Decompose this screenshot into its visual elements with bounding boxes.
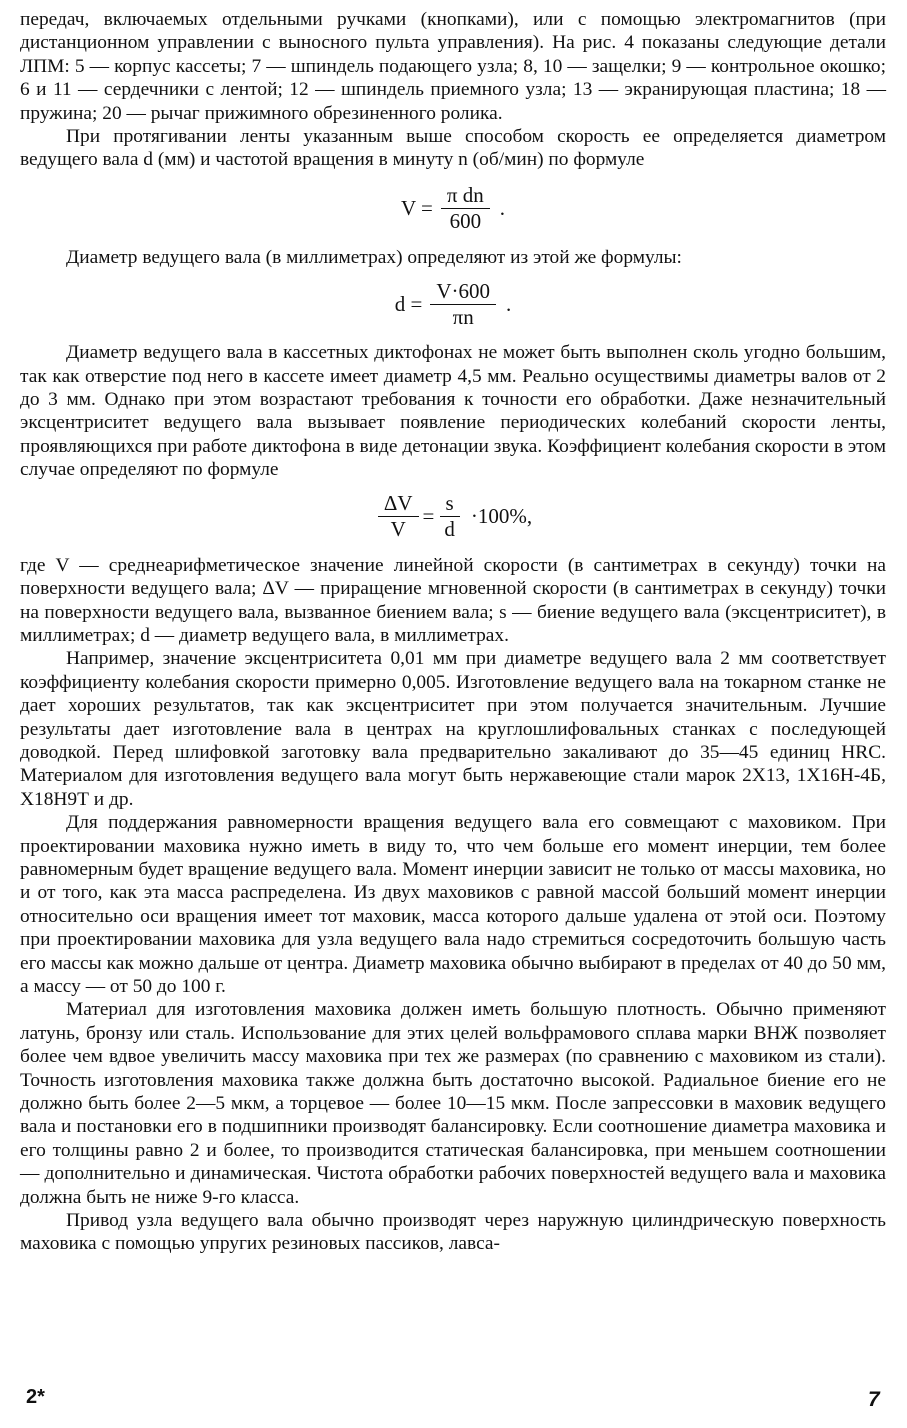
formula-variation-lhs-fraction [378,491,419,542]
paragraph-flywheel: Для поддержания равномерности вращения ведущего вала его совмещают с маховиком. При проектировании маховика нужно иметь в виду то, что чем больше его момент инерции, тем более равномерным будет вращение ведущего вала. Момент инерции зависит не только от массы маховика, но и от того, как эта масса распределена. Из двух маховиков с равной массой больший момент инерции относительно оси вращения имеет тот маховик, масса которого дальше удалена от этой оси. Поэтому при проектировании маховика для узла ведущего вала надо стремиться сосредоточить большую часть его массы как можно дальше от центра. Диаметр маховика обычно выбирают в пределах от 40 до 50 мм, а массу — от 50 до 100 г. [20,812,886,997]
signature-mark: 2* [26,1386,45,1408]
formula-speed-punct: . [499,196,505,221]
formula-diameter-lhs: d = [394,291,423,316]
formula-diameter-numerator: V·600 [430,279,496,305]
formula-speed-denominator: 600 [449,209,482,234]
formula-speed-lhs: V = [401,196,433,221]
formula-variation-percent: ·100%, [470,504,533,529]
formula-diameter-fraction [430,279,496,330]
formula-variation-rhs-denominator: d [444,517,455,542]
formula-variation-lhs-denominator: V [390,517,406,542]
formula-diameter-punct: . [506,291,512,316]
formula-variation-lhs-numerator: ΔV [378,491,419,517]
formula-variation-rhs-numerator: s [440,491,460,517]
paragraph-flywheel-material: Материал для изготовления маховика должен иметь большую плотность. Обычно применяют латунь, бронзу или сталь. Использование для этих целей вольфрамового сплава марки ВНЖ позволяет более чем вдвое увеличить массу маховика при тех же размерах (по сравнению с маховиком из стали). Точность изготовления маховика также должна быть достаточно высокой. Радиальное биение его не должно быть более 2—5 мкм, а торцевое — более 10—15 мкм. После запрессовки в маховик ведущего вала и постановки его в подшипники производят балансировку. Если соотношение диаметра маховика и его толщины равно 2 и более, то производится статическая балансировка, при меньшем соотношении — дополнительно и динамическая. Чистота обработки рабочих поверхностей ведущего вала и маховика должна быть не ниже 9-го класса. [20,999,886,1208]
paragraph-lpm-details: передач, включаемых отдельными ручками (кнопками), или с помощью электромагнитов (при дистанционном управлении с выносного пульта управления). На рис. 4 показаны следующие детали ЛПМ: 5 — корпус кассеты; 7 — шпиндель подающего узла; 8, 10 — защелки; 9 — контрольное окошко; 6 и 11 — сердечники с лентой; 12 — шпиндель приемного узла; 13 — экранирующая пластина; 18 — пружина; 20 — рычаг прижимного обрезиненного ролика. [20,9,886,124]
formula-variation-equals: = [422,504,435,529]
paragraph-eccentricity-example: Например, значение эксцентриситета 0,01 мм при диаметре ведущего вала 2 мм соответствует коэффициенту колебания скорости примерно 0,005. Изготовление ведущего вала на токарном станке не дает хороших результатов, так как эксцентриситет при этом получается значительным. Лучшие результаты дает изготовление вала в центрах на круглошлифовальных станках с последующей доводкой. Перед шлифовкой заготовку вала предварительно закаливают до 35—45 единиц HRC. Материалом для изготовления ведущего вала могут быть нержавеющие стали марок 2Х13, 1Х16Н-4Б, Х18Н9Т и др. [20,648,886,810]
paragraph-variable-definitions: где V — среднеарифметическое значение линейной скорости (в сантиметрах в секунду) точки на поверхности ведущего вала; ΔV — приращение мгновенной скорости (в сантиметрах в секунду) точки на поверхности ведущего вала, вызванное биением вала; s — биение ведущего вала (эксцентриситет), в миллиметрах; d — диаметр ведущего вала, в миллиметрах. [20,554,886,646]
paragraph-drive: Привод узла ведущего вала обычно производят через наружную цилиндрическую поверхность маховика с помощью упругих резиновых пассиков, лавса- [20,1210,886,1255]
formula-speed-numerator: π dn [441,183,490,209]
formula-diameter-denominator: πn [452,304,474,329]
page-body [20,8,886,1256]
formula-variation-rhs-fraction [438,491,461,542]
paragraph-diameter-intro: Диаметр ведущего вала (в миллиметрах) определяют из этой же формулы: [66,246,682,268]
paragraph-shaft-diameter: Диаметр ведущего вала в кассетных диктофонах не может быть выполнен сколь угодно большим, так как отверстие под него в кассете имеет диаметр 4,5 мм. Реально осуществимы диаметры валов от 2 до 3 мм. Однако при этом возрастают требования к точности его обработки. Даже незначительный эксцентриситет ведущего вала вызывает появление периодических колебаний скорости ленты, проявляющихся при работе диктофона в виде детонации звука. Коэффициент колебания скорости в этом случае определяют по формуле [20,342,886,481]
paragraph-tape-speed: При протягивании ленты указанным выше способом скорость ее определяется диаметром ведущего вала d (мм) и частотой вращения в минуту n (об/мин) по формуле [20,126,886,171]
page-number: 7 [868,1388,880,1411]
formula-speed [20,176,886,242]
formula-diameter [20,271,886,337]
formula-speed-variation [20,484,886,550]
formula-speed-fraction [441,183,490,234]
